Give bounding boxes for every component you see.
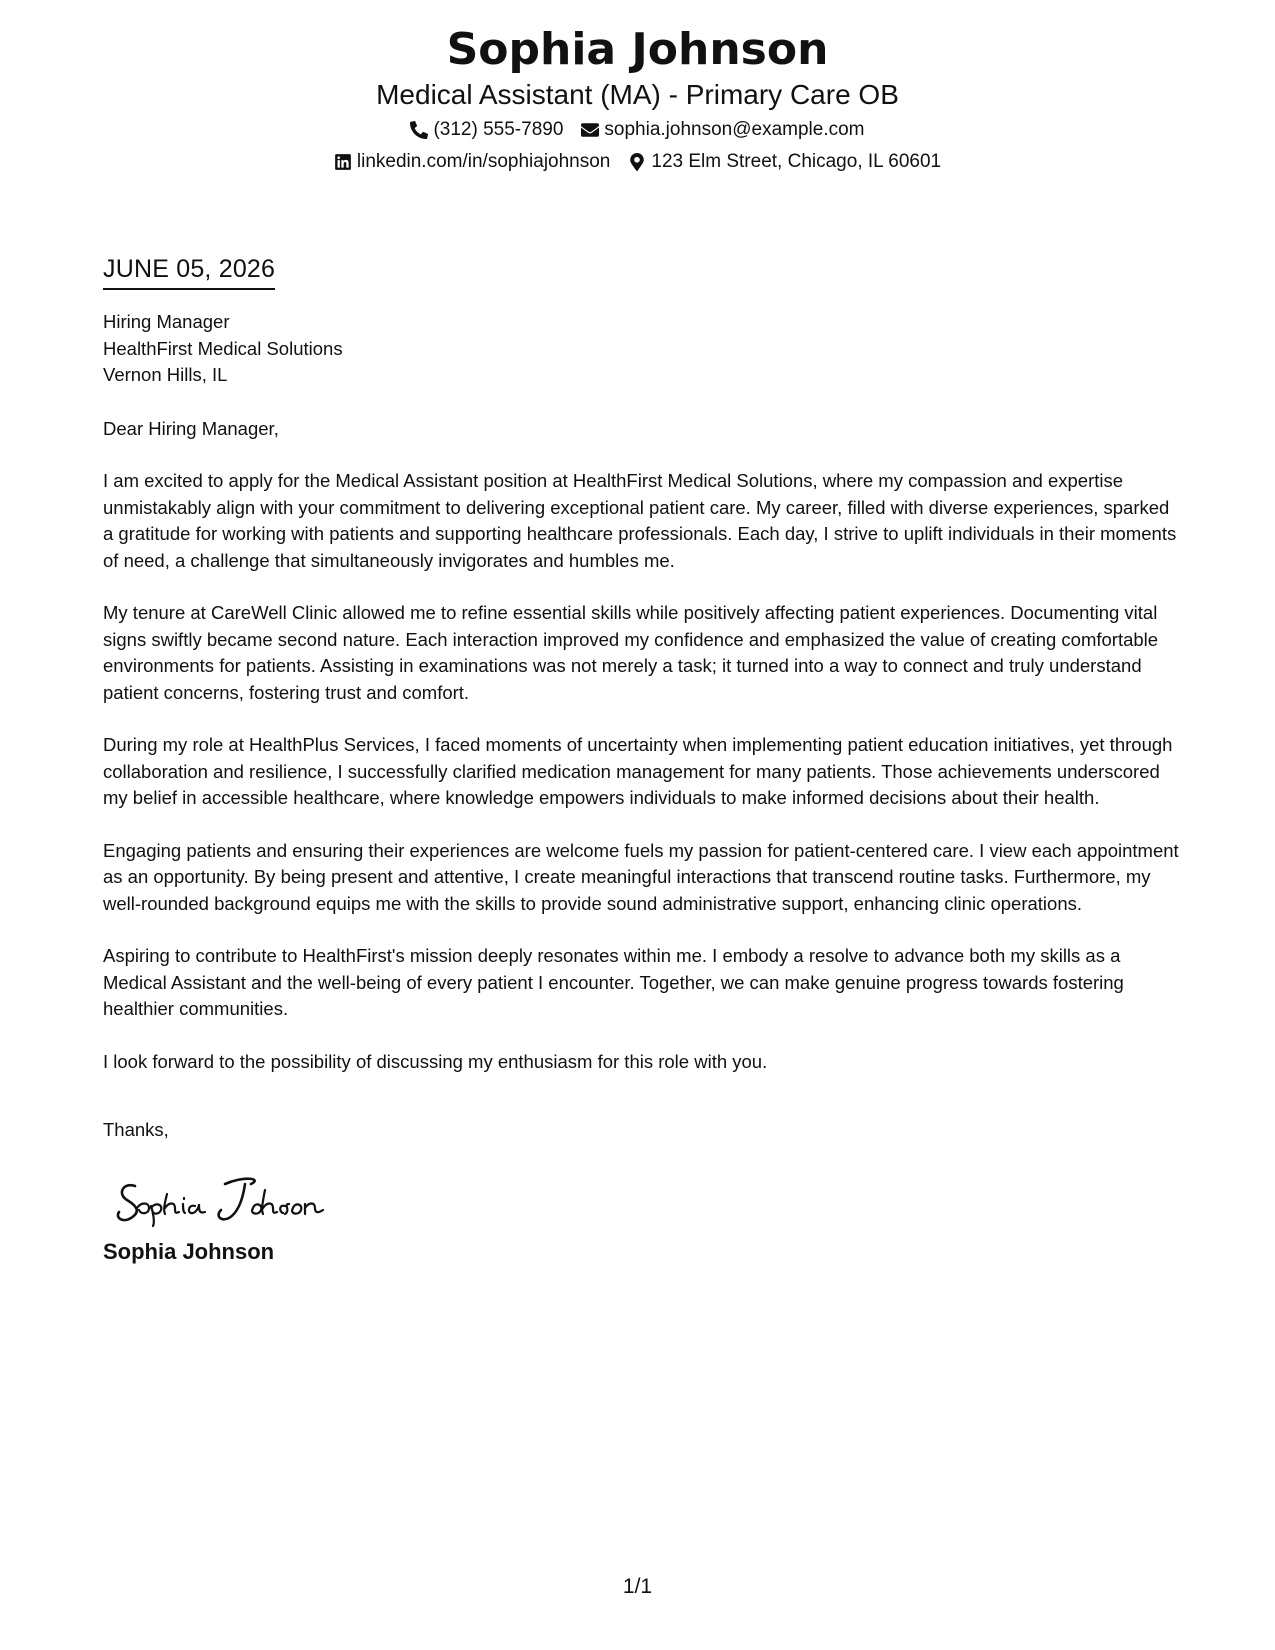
page-number: 1/1 [622,1575,653,1598]
contact-linkedin [334,150,611,174]
address-text: 123 Elm Street, Chicago, IL 60601 [651,151,942,172]
signoff: Thanks, [103,1119,169,1140]
letter-date: JUNE 05, 2026 [103,254,275,290]
handwritten-signature [113,1168,363,1228]
contact-row-secondary [0,150,1275,174]
linkedin-icon [334,153,352,171]
envelope-icon [581,121,599,139]
linkedin-text: linkedin.com/in/sophiajohnson [356,151,611,172]
body-paragraph: Aspiring to contribute to HealthFirst's mission deeply resonates within me. I embody a resolve to advance both my skills as a Medical Assistant and the well-being of every patient I encounter. Together, we can make genuine progress towards fostering healthier communities. [103,945,1124,1019]
contact-row-primary [0,118,1275,142]
salutation: Dear Hiring Manager, [103,417,279,439]
phone-text: (312) 555-7890 [433,119,564,140]
recipient-block [103,309,1183,389]
contact-email [581,118,864,142]
email-text: sophia.johnson@example.com [604,119,865,140]
closing-line: I look forward to the possibility of discussing my enthusiasm for this role with you. [103,1050,768,1072]
body-paragraph: During my role at HealthPlus Services, I faced moments of uncertainty when implementing patient education initiatives, yet through collaboration and resilience, I successfully clarified medication management for many patients. Those achievements underscored my belief in accessible healthcare, where knowledge empowers individuals to make informed decisions about their health. [103,734,1173,808]
body-paragraph: I am excited to apply for the Medical Assistant position at HealthFirst Medical Solutions, where my compassion and expertise unmistakably align with your commitment to delivering exceptional patient care. My career, filled with diverse experiences, sparked a gratitude for working with patients and supporting healthcare professionals. Each day, I strive to uplift individuals in their moments of need, a challenge that simultaneously invigorates and humbles me. [103,470,1177,571]
map-marker-icon [628,153,646,171]
letter-header [0,24,1275,174]
phone-icon [410,121,428,139]
body-paragraph: My tenure at CareWell Clinic allowed me to refine essential skills while positively affecting patient experiences. Documenting vital signs swiftly became second nature. Each interaction improved my confidence and emphasized the value of creating comfortable environments for patients. Assisting in examinations was not merely a task; it turned into a way to connect and truly understand patient concerns, fostering trust and comfort. [103,602,1159,703]
job-title: Medical Assistant (MA) - Primary Care OB [376,79,899,110]
contact-address [628,150,941,174]
letter-body [103,254,1183,1266]
recipient-name: Hiring Manager [103,311,230,332]
body-paragraph: Engaging patients and ensuring their experiences are welcome fuels my passion for patient-centered care. I view each appointment as an opportunity. By being present and attentive, I create meaningful interactions that transcend routine tasks. Furthermore, my well-rounded background equips me with the skills to provide sound administrative support, enhancing clinic operations. [103,839,1179,914]
applicant-name: Sophia Johnson [446,24,829,75]
typed-signature-name: Sophia Johnson [103,1238,275,1264]
recipient-location: Vernon Hills, IL [103,364,228,385]
recipient-company: HealthFirst Medical Solutions [103,337,343,359]
contact-phone [410,118,563,142]
